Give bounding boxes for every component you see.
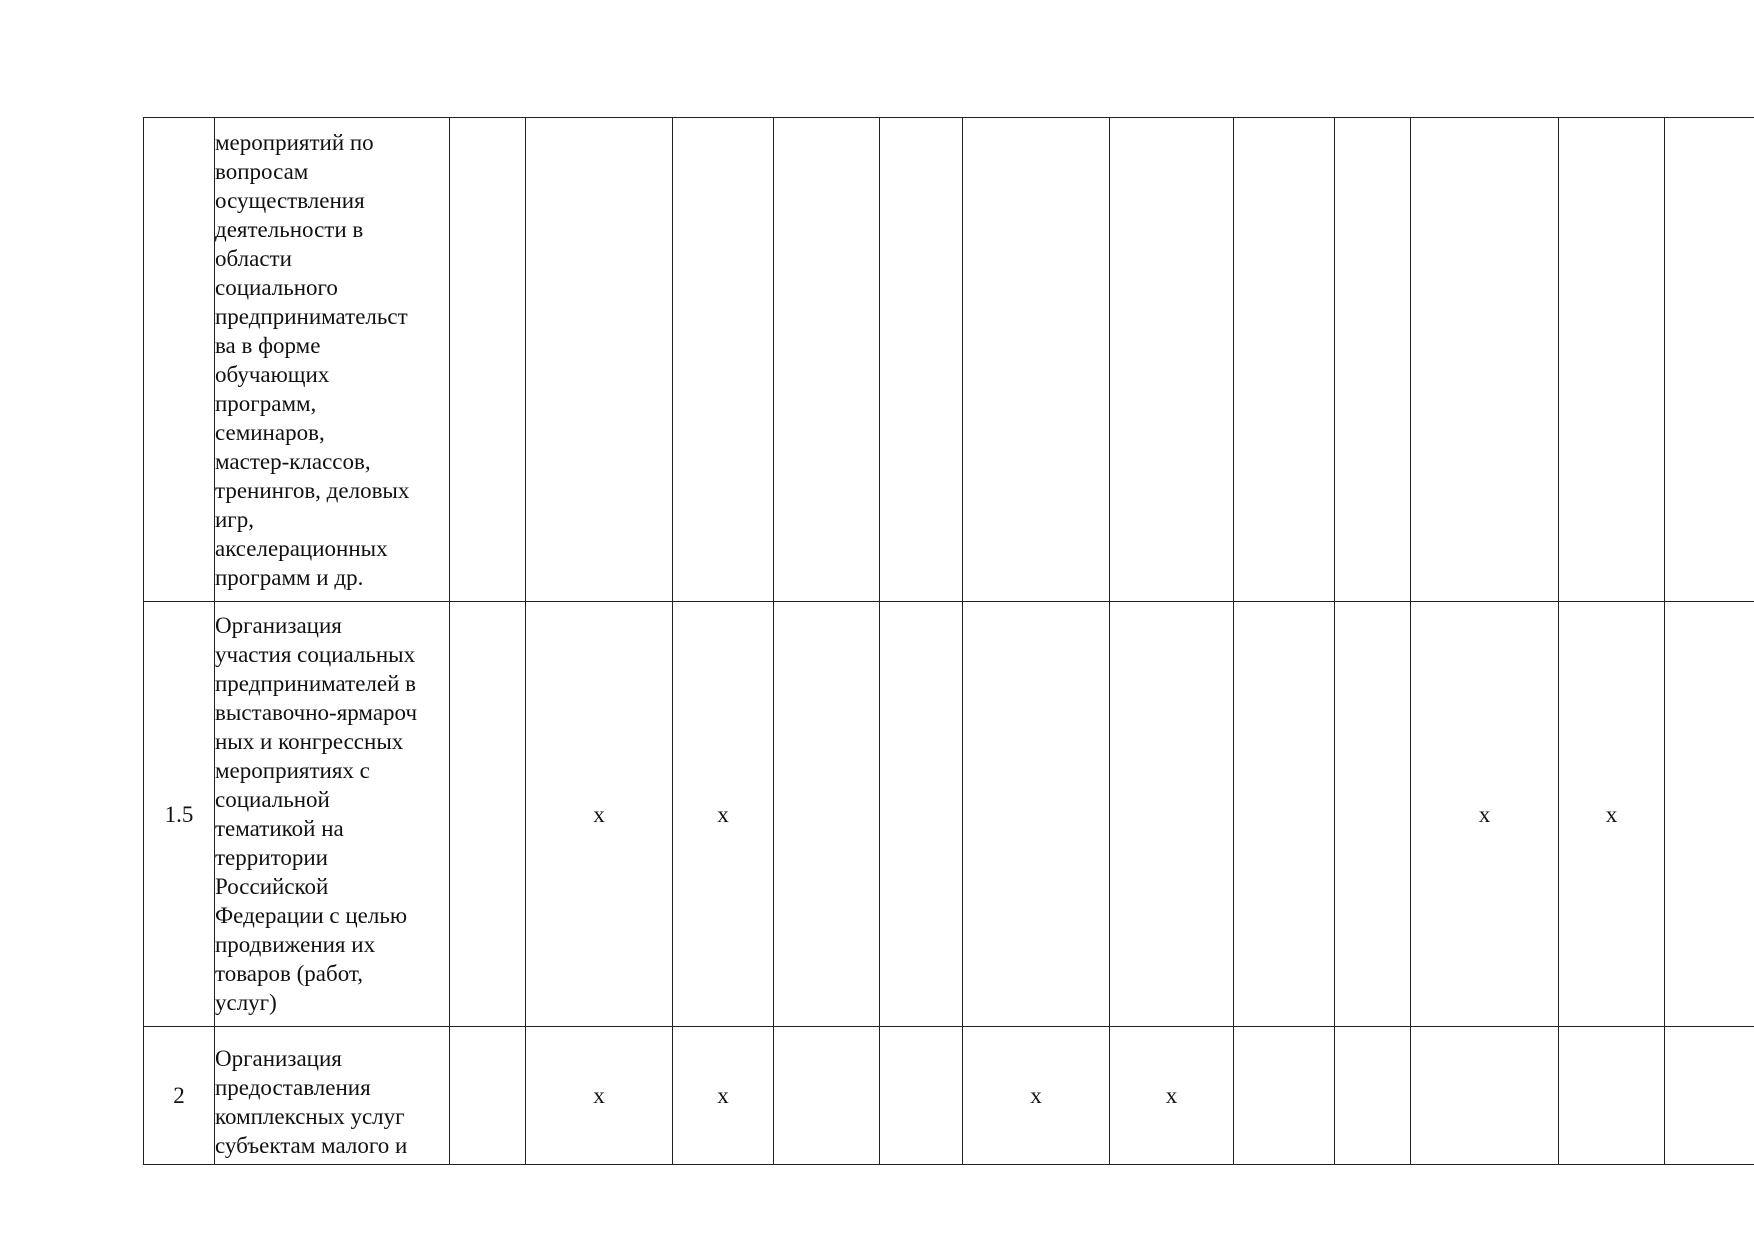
table-cell [1110, 602, 1234, 1027]
table-cell [1559, 1027, 1665, 1165]
table-cell [1110, 118, 1234, 602]
table-cell: х [673, 602, 774, 1027]
table-cell [1335, 1027, 1411, 1165]
table-cell: х [1559, 602, 1665, 1027]
row-number: 2 [144, 1027, 215, 1165]
table-cell: х [1411, 602, 1559, 1027]
table-cell [1665, 602, 1754, 1027]
table-cell [450, 118, 526, 602]
table-cell: х [1110, 1027, 1234, 1165]
table-cell [526, 118, 673, 602]
table-cell [963, 118, 1110, 602]
table-cell [1559, 118, 1665, 602]
table-cell [880, 1027, 963, 1165]
table-row [144, 1027, 1754, 1165]
row-description: Организация предоставления комплексных услуг субъектам малого и [215, 1027, 450, 1165]
table-cell [1665, 118, 1754, 602]
table-row [144, 602, 1754, 1027]
row-description: мероприятий по вопросам осуществления деятельности в области социального предпринимательст ва в форме обучающих программ, семинаров, мастер-классов, тренингов, деловых игр, акселерационных программ и др. [215, 118, 450, 602]
table-cell [450, 1027, 526, 1165]
table-cell [1234, 118, 1335, 602]
plan-table [143, 117, 1754, 1165]
table-cell: х [526, 602, 673, 1027]
table-cell: х [963, 1027, 1110, 1165]
table-cell [1411, 118, 1559, 602]
row-description: Организация участия социальных предпринимателей в выставочно-ярмароч ных и конгрессных мероприятиях с социальной тематикой на территории Российской Федерации с целью продвижения их товаров (работ, услуг) [215, 602, 450, 1027]
table-cell [1234, 602, 1335, 1027]
table-cell [450, 602, 526, 1027]
table-cell [1335, 602, 1411, 1027]
table-cell [774, 1027, 880, 1165]
table-cell [880, 118, 963, 602]
table-cell [1411, 1027, 1559, 1165]
table-cell: х [673, 1027, 774, 1165]
table-cell [774, 118, 880, 602]
table-cell [1665, 1027, 1754, 1165]
table-cell [1335, 118, 1411, 602]
table-cell: х [526, 1027, 673, 1165]
row-number: 1.5 [144, 602, 215, 1027]
table-cell [774, 602, 880, 1027]
table-cell [1234, 1027, 1335, 1165]
table-cell [673, 118, 774, 602]
table-cell [880, 602, 963, 1027]
row-number [144, 118, 215, 602]
table-cell [963, 602, 1110, 1027]
table-row [144, 118, 1754, 602]
